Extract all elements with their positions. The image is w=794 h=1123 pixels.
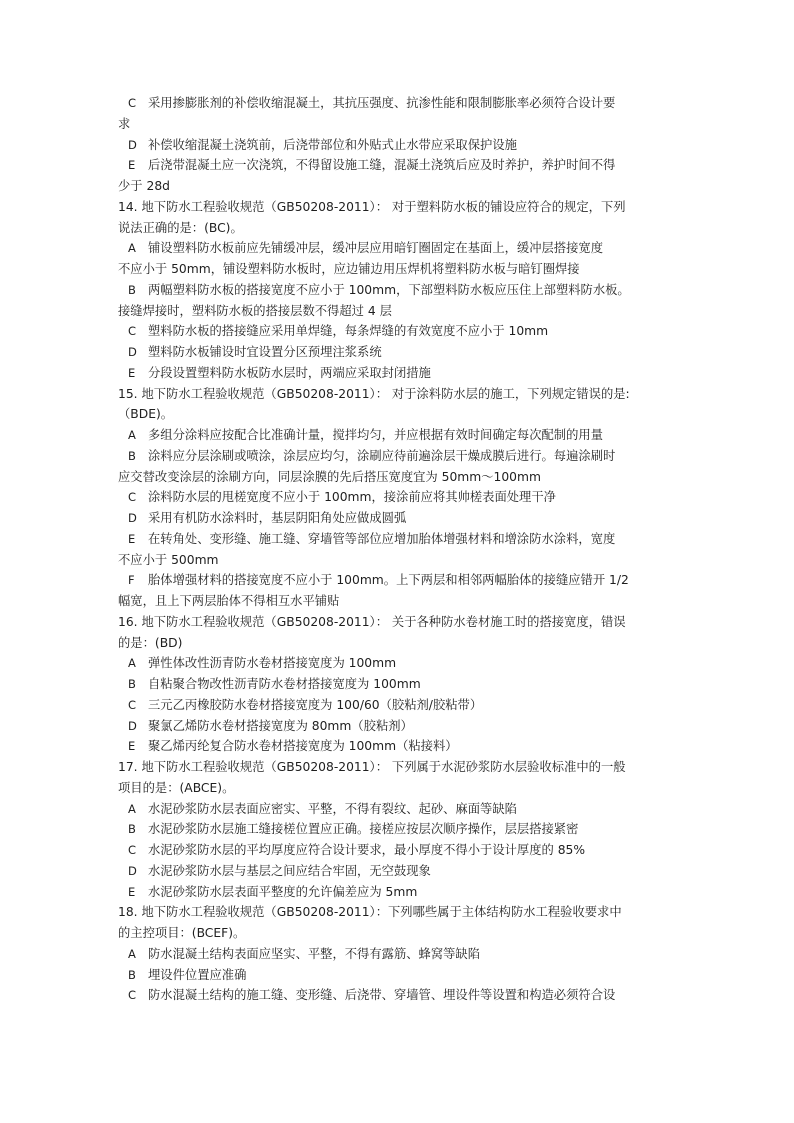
line-text: 15. 地下防水工程验收规范（GB50208-2011）： 对于涂料防水层的施工，下列规定错误的是: — [118, 386, 630, 401]
option-letter: C — [128, 324, 137, 339]
text-line — [118, 944, 684, 965]
text-line — [118, 716, 684, 737]
option-letter: D — [128, 863, 137, 878]
line-text: 项目的是：(ABCE)。 — [118, 780, 235, 795]
line-text: 在转角处、变形缝、施工缝、穿墙管等部位应增加胎体增强材料和增涂防水涂料，宽度 — [148, 531, 616, 546]
text-line — [118, 114, 684, 135]
text-line — [118, 259, 684, 280]
line-text: 采用掺膨胀剂的补偿收缩混凝土，其抗压强度、抗渗性能和限制膨胀率必须符合设计要 — [148, 96, 616, 110]
line-text: 塑料防水板铺设时宜设置分区预埋注浆系统 — [148, 345, 382, 359]
text-line — [118, 404, 684, 425]
line-text: 补偿收缩混凝土浇筑前，后浇带部位和外贴式止水带应采取保护设施 — [148, 137, 517, 152]
text-line — [118, 882, 684, 903]
option-letter: B — [128, 967, 136, 982]
line-text: 铺设塑料防水板前应先铺缓冲层，缓冲层应用暗钉圈固定在基面上，缓冲层搭接宽度 — [148, 241, 603, 256]
option-letter: B — [128, 822, 136, 837]
text-line — [118, 778, 684, 799]
option-letter: A — [128, 241, 136, 256]
text-line — [118, 280, 684, 301]
option-letter: F — [128, 573, 135, 588]
text-line — [118, 176, 684, 197]
option-letter: C — [128, 490, 137, 505]
line-text: 三元乙丙橡胶防水卷材搭接宽度为 100/60（胶粘剂/胶粘带） — [148, 697, 483, 712]
text-line — [118, 508, 684, 529]
line-text: 水泥砂浆防水层施工缝接槎位置应正确。接槎应按层次顺序操作，层层搭接紧密 — [148, 822, 579, 837]
text-line — [118, 446, 684, 467]
line-text: 少于 28d — [118, 179, 170, 193]
line-text: 水泥砂浆防水层表面应密实、平整，不得有裂纹、起砂、麻面等缺陷 — [148, 801, 517, 816]
option-letter: C — [128, 697, 137, 712]
text-line — [118, 612, 684, 633]
document-page — [118, 93, 684, 1006]
line-text: （BDE)。 — [118, 407, 174, 422]
option-letter: C — [128, 843, 137, 857]
option-letter: D — [128, 511, 137, 525]
option-letter: A — [128, 946, 136, 961]
option-letter: A — [128, 428, 136, 442]
line-text: 聚乙烯丙纶复合防水卷材搭接宽度为 100mm（粘接料） — [148, 739, 458, 754]
text-line — [118, 135, 684, 156]
text-line — [118, 819, 684, 840]
line-text: 说法正确的是：(BC)。 — [118, 220, 243, 235]
text-line — [118, 757, 684, 778]
text-line — [118, 674, 684, 695]
line-text: 防水混凝土结构的施工缝、变形缝、后浇带、穿墙管、埋设件等设置和构造必须符合设 — [148, 988, 616, 1003]
option-letter: D — [128, 137, 137, 152]
line-text: 弹性体改性沥青防水卷材搭接宽度为 100mm — [148, 656, 397, 671]
line-text: 涂料防水层的甩槎宽度不应小于 100mm，接涂前应将其帅槎表面处理干净 — [148, 490, 556, 505]
line-text: 分段设置塑料防水板防水层时，两端应采取封闭措施 — [148, 365, 431, 380]
option-letter: B — [128, 282, 136, 297]
line-text: 采用有机防水涂料时，基层阴阳角处应做成圆弧 — [148, 511, 407, 525]
text-line — [118, 238, 684, 259]
line-text: 后浇带混凝土应一次浇筑，不得留设施工缝，混凝土浇筑后应及时养护，养护时间不得 — [148, 158, 616, 173]
text-line — [118, 342, 684, 363]
option-letter: C — [128, 988, 137, 1003]
line-text: 接缝焊接时，塑料防水板的搭接层数不得超过 4 层 — [118, 303, 392, 318]
text-line — [118, 570, 684, 591]
option-letter: B — [128, 448, 136, 463]
text-line — [118, 218, 684, 239]
text-line — [118, 736, 684, 757]
line-text: 水泥砂浆防水层的平均厚度应符合设计要求，最小厚度不得小于设计厚度的 85% — [148, 843, 586, 857]
line-text: 求 — [118, 116, 131, 131]
text-line — [118, 799, 684, 820]
text-line — [118, 550, 684, 571]
text-line — [118, 923, 684, 944]
text-line — [118, 425, 684, 446]
line-text: 水泥砂浆防水层表面平整度的允许偏差应为 5mm — [148, 884, 418, 899]
option-letter: E — [128, 365, 136, 380]
text-line — [118, 487, 684, 508]
text-line — [118, 861, 684, 882]
line-text: 水泥砂浆防水层与基层之间应结合牢固，无空鼓现象 — [148, 863, 431, 878]
option-letter: C — [128, 96, 137, 110]
line-text: 聚氯乙烯防水卷材搭接宽度为 80mm（胶粘剂） — [148, 718, 413, 733]
text-line — [118, 197, 684, 218]
option-letter: E — [128, 158, 136, 173]
text-line — [118, 985, 684, 1006]
line-text: 自粘聚合物改性沥青防水卷材搭接宽度为 100mm — [148, 677, 421, 691]
text-line — [118, 633, 684, 654]
line-text: 埋设件位置应准确 — [148, 967, 247, 982]
line-text: 不应小于 50mm，铺设塑料防水板时，应边铺边用压焊机将塑料防水板与暗钉圈焊接 — [118, 262, 580, 276]
line-text: 的主控项目：(BCEF)。 — [118, 926, 246, 940]
text-line — [118, 321, 684, 342]
text-line — [118, 965, 684, 986]
text-line — [118, 363, 684, 384]
option-letter: D — [128, 718, 137, 733]
line-text: 多组分涂料应按配合比准确计量，搅拌均匀，并应根据有效时间确定每次配制的用量 — [148, 428, 603, 442]
line-text: 18. 地下防水工程验收规范（GB50208-2011）：下列哪些属于主体结构防水工程验收要求中 — [118, 905, 622, 920]
line-text: 16. 地下防水工程验收规范（GB50208-2011）： 关于各种防水卷材施工时的搭接宽度，错误 — [118, 614, 626, 629]
line-text: 胎体增强材料的搭接宽度不应小于 100mm。上下两层和相邻两幅胎体的接缝应错开 1/2 — [148, 573, 629, 588]
option-letter: A — [128, 801, 136, 816]
line-text: 的是：(BD) — [118, 635, 183, 650]
line-text: 14. 地下防水工程验收规范（GB50208-2011）： 对于塑料防水板的铺设应符合的规定，下列 — [118, 199, 626, 214]
line-text: 不应小于 500mm — [118, 552, 219, 567]
line-text: 塑料防水板的搭接缝应采用单焊缝，每条焊缝的有效宽度不应小于 10mm — [148, 324, 549, 339]
line-text: 17. 地下防水工程验收规范（GB50208-2011）： 下列属于水泥砂浆防水层验收标准中的一般 — [118, 760, 626, 774]
line-text: 幅宽，且上下两层胎体不得相互水平铺贴 — [118, 594, 340, 608]
option-letter: E — [128, 884, 136, 899]
option-letter: E — [128, 739, 136, 754]
text-line — [118, 384, 684, 405]
option-letter: B — [128, 677, 136, 691]
option-letter: A — [128, 656, 136, 671]
text-line — [118, 155, 684, 176]
line-text: 涂料应分层涂刷或喷涂，涂层应均匀，涂刷应待前遍涂层干燥成膜后进行。每遍涂刷时 — [148, 448, 616, 463]
text-line — [118, 529, 684, 550]
line-text: 应交替改变涂层的涂刷方向，同层涂膜的先后搭压宽度宜为 50mm～100mm — [118, 469, 541, 484]
text-line — [118, 902, 684, 923]
text-line — [118, 301, 684, 322]
text-line — [118, 467, 684, 488]
line-text: 防水混凝土结构表面应坚实、平整，不得有露筋、蜂窝等缺陷 — [148, 946, 481, 961]
line-text: 两幅塑料防水板的搭接宽度不应小于 100mm，下部塑料防水板应压住上部塑料防水板。 — [148, 282, 630, 297]
text-line — [118, 591, 684, 612]
text-line — [118, 653, 684, 674]
text-line — [118, 695, 684, 716]
option-letter: E — [128, 531, 136, 546]
text-line — [118, 93, 684, 114]
text-line — [118, 840, 684, 861]
option-letter: D — [128, 345, 137, 359]
